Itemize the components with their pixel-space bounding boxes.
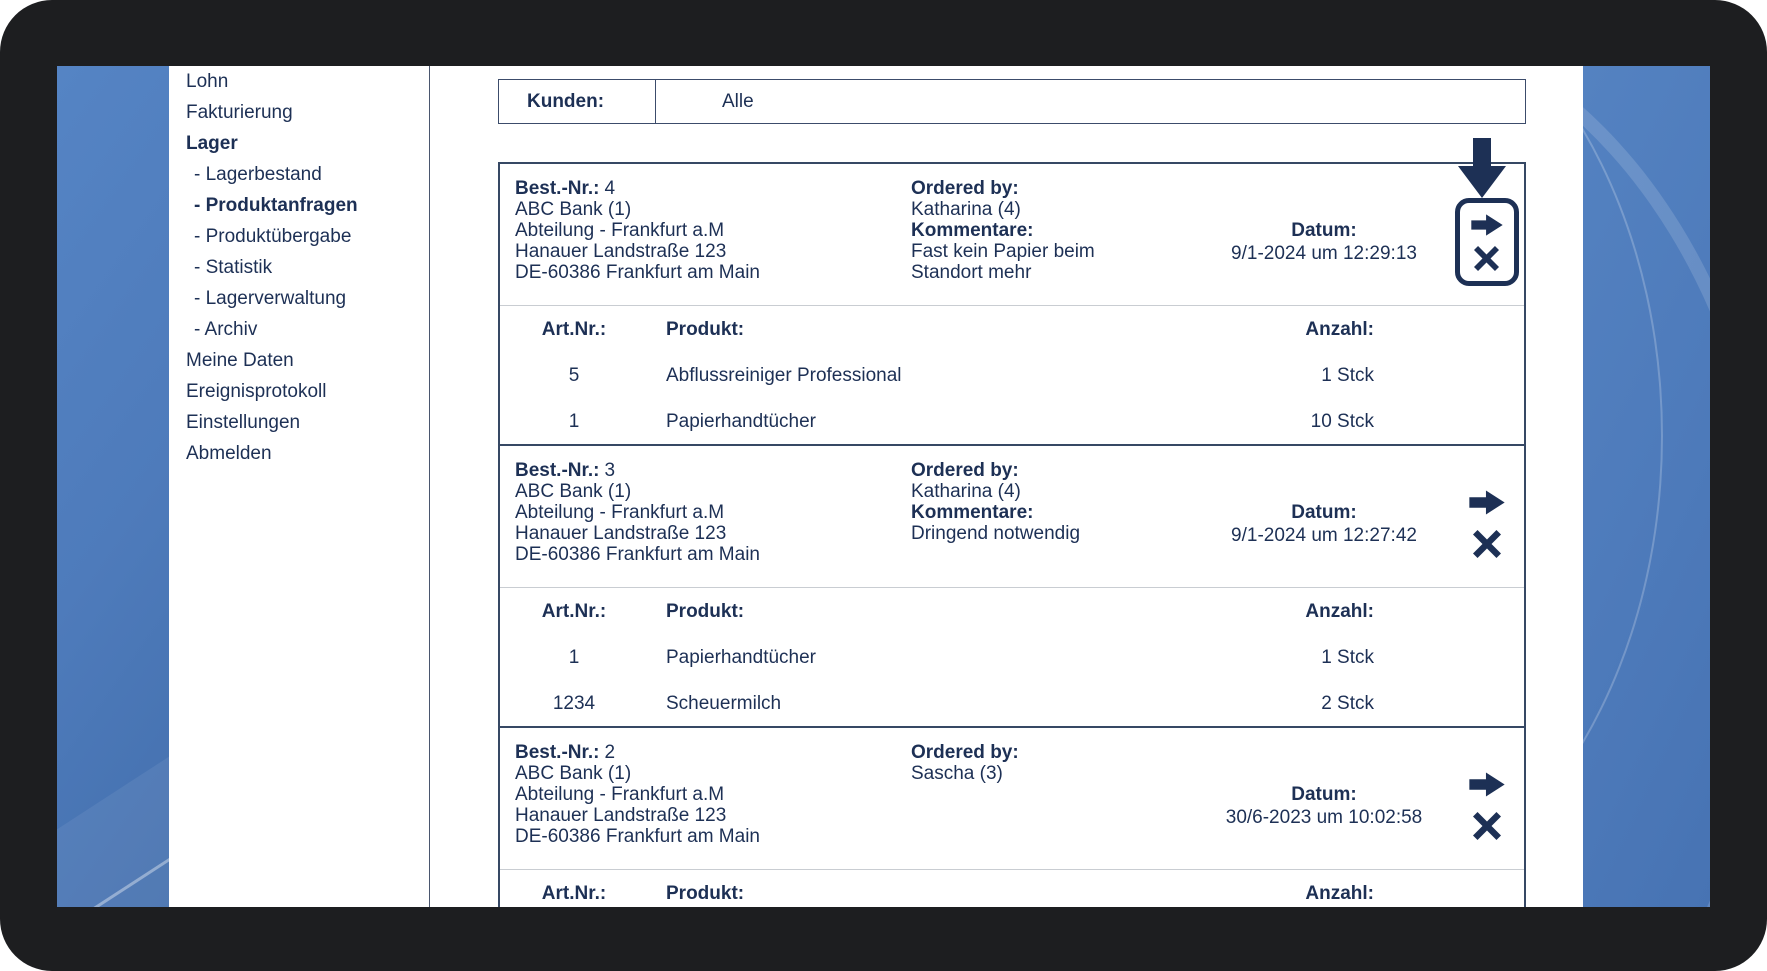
order-card: [500, 726, 1524, 907]
table-row: [524, 646, 1374, 670]
cell-product: Abflussreiniger Professional: [666, 365, 902, 386]
sidebar-item-archiv[interactable]: - Archiv: [194, 319, 258, 340]
forward-order-button[interactable]: [1469, 771, 1505, 798]
order-info: [500, 164, 1524, 305]
wallpaper-swoosh: [57, 745, 169, 907]
table-header-row: [524, 882, 1374, 906]
column-header-product: Produkt:: [666, 319, 745, 340]
cell-artnr: 5: [568, 365, 580, 386]
comment-text: Fast kein Papier beim Standort mehr: [911, 241, 1095, 283]
date-label: Datum:: [1291, 501, 1357, 523]
street: Hanauer Landstraße 123: [515, 805, 727, 826]
comment-text: Dringend notwendig: [911, 523, 1081, 544]
order-number: Best.-Nr.: 3: [515, 460, 616, 481]
orders-list: [498, 162, 1526, 907]
wallpaper-right: [1583, 66, 1710, 907]
table-row: [524, 364, 1374, 388]
order-date: [1199, 219, 1449, 265]
order-address: [515, 460, 911, 587]
down-arrow-icon: [1458, 138, 1506, 198]
order-address: [515, 178, 911, 305]
table-header-row: [524, 600, 1374, 624]
department: Abteilung - Frankfurt a.M: [515, 784, 725, 805]
sidebar-item-lohn[interactable]: Lohn: [186, 71, 229, 92]
ordered-by-label: Ordered by:: [911, 460, 1019, 481]
table-header-row: [524, 318, 1374, 342]
cell-artnr: 1234: [552, 693, 596, 714]
app-window: [57, 66, 1710, 907]
customer-filter-label: Kunden:: [499, 80, 656, 123]
table-row: [524, 692, 1374, 716]
product-table: [500, 306, 1524, 444]
sidebar-item-ereignisprotokoll[interactable]: Ereignisprotokoll: [186, 381, 327, 402]
ordered-by-label: Ordered by:: [911, 742, 1019, 763]
date-label: Datum:: [1291, 783, 1357, 805]
order-meta: [911, 742, 1169, 869]
delete-order-button[interactable]: [1473, 812, 1501, 840]
sidebar-nav: [169, 66, 430, 907]
table-row: [524, 410, 1374, 434]
column-header-artnr: Art.Nr.:: [541, 601, 607, 622]
right-arrow-icon: [1469, 489, 1505, 516]
customer-name: ABC Bank (1): [515, 481, 632, 502]
x-mark-icon: [1473, 530, 1501, 558]
order-address: [515, 742, 911, 869]
date-value: 9/1-2024 um 12:27:42: [1231, 524, 1417, 546]
sidebar-item-fakturierung[interactable]: Fakturierung: [186, 102, 293, 123]
cell-qty: 10 Stck: [1310, 411, 1374, 432]
cell-artnr: 1: [568, 411, 580, 432]
sidebar-item-lagerverwaltung[interactable]: - Lagerverwaltung: [194, 288, 347, 309]
column-header-qty: Anzahl:: [1305, 601, 1374, 622]
city: DE-60386 Frankfurt am Main: [515, 826, 760, 847]
main-content: [430, 66, 1583, 907]
cell-artnr: 1: [568, 647, 580, 668]
product-table: [500, 588, 1524, 726]
sidebar-item-lager[interactable]: Lager: [186, 133, 238, 154]
customer-filter-value[interactable]: Alle: [722, 90, 754, 112]
product-table: [500, 870, 1524, 907]
highlight-box: [1455, 198, 1519, 286]
customer-filter: [498, 79, 1526, 124]
sidebar-item-einstellungen[interactable]: Einstellungen: [186, 412, 301, 433]
x-mark-icon: [1473, 812, 1501, 840]
sidebar-item-meine-daten[interactable]: Meine Daten: [186, 350, 294, 371]
column-header-qty: Anzahl:: [1305, 319, 1374, 340]
cell-product: Papierhandtücher: [666, 647, 816, 668]
order-card: [500, 164, 1524, 444]
date-value: 9/1-2024 um 12:29:13: [1231, 242, 1417, 264]
right-arrow-icon: [1471, 213, 1503, 237]
department: Abteilung - Frankfurt a.M: [515, 502, 725, 523]
ordered-by: Sascha (3): [911, 763, 1003, 784]
street: Hanauer Landstraße 123: [515, 523, 727, 544]
street: Hanauer Landstraße 123: [515, 241, 727, 262]
date-label: Datum:: [1291, 219, 1357, 241]
delete-order-button[interactable]: [1474, 246, 1499, 271]
order-meta: [911, 178, 1169, 305]
department: Abteilung - Frankfurt a.M: [515, 220, 725, 241]
cell-product: Papierhandtücher: [666, 411, 816, 432]
order-card: [500, 444, 1524, 726]
cell-qty: 1 Stck: [1321, 365, 1374, 386]
column-header-qty: Anzahl:: [1305, 883, 1374, 904]
sidebar-item-statistik[interactable]: - Statistik: [194, 257, 273, 278]
column-header-artnr: Art.Nr.:: [541, 883, 607, 904]
wallpaper-left: [57, 66, 169, 907]
order-info: [500, 446, 1524, 587]
sidebar-item-produktanfragen[interactable]: - Produktanfragen: [194, 195, 358, 216]
order-actions: [1449, 742, 1524, 869]
order-info: [500, 728, 1524, 869]
order-date: [1199, 783, 1449, 829]
city: DE-60386 Frankfurt am Main: [515, 544, 760, 565]
x-mark-icon: [1474, 246, 1499, 271]
forward-order-button[interactable]: [1471, 213, 1503, 237]
sidebar-item-lagerbestand[interactable]: - Lagerbestand: [194, 164, 322, 185]
customer-name: ABC Bank (1): [515, 763, 632, 784]
order-number: Best.-Nr.: 4: [515, 178, 616, 199]
ordered-by: Katharina (4): [911, 481, 1021, 502]
order-actions: [1449, 460, 1524, 587]
delete-order-button[interactable]: [1473, 530, 1501, 558]
order-meta: [911, 460, 1169, 587]
cell-product: Scheuermilch: [666, 693, 782, 714]
right-arrow-icon: [1469, 771, 1505, 798]
column-header-product: Produkt:: [666, 883, 745, 904]
city: DE-60386 Frankfurt am Main: [515, 262, 760, 283]
forward-order-button[interactable]: [1469, 489, 1505, 516]
ordered-by-label: Ordered by:: [911, 178, 1019, 199]
customer-name: ABC Bank (1): [515, 199, 632, 220]
column-header-product: Produkt:: [666, 601, 745, 622]
sidebar-item-abmelden[interactable]: Abmelden: [186, 443, 272, 464]
comment-label: Kommentare:: [911, 220, 1034, 241]
order-date: [1199, 501, 1449, 547]
date-value: 30/6-2023 um 10:02:58: [1225, 806, 1423, 828]
order-number: Best.-Nr.: 2: [515, 742, 616, 763]
cell-qty: 2 Stck: [1321, 693, 1374, 714]
cell-qty: 1 Stck: [1321, 647, 1374, 668]
ordered-by: Katharina (4): [911, 199, 1021, 220]
comment-label: Kommentare:: [911, 502, 1034, 523]
sidebar-item-produktuebergabe[interactable]: - Produktübergabe: [194, 226, 352, 247]
column-header-artnr: Art.Nr.:: [541, 319, 607, 340]
